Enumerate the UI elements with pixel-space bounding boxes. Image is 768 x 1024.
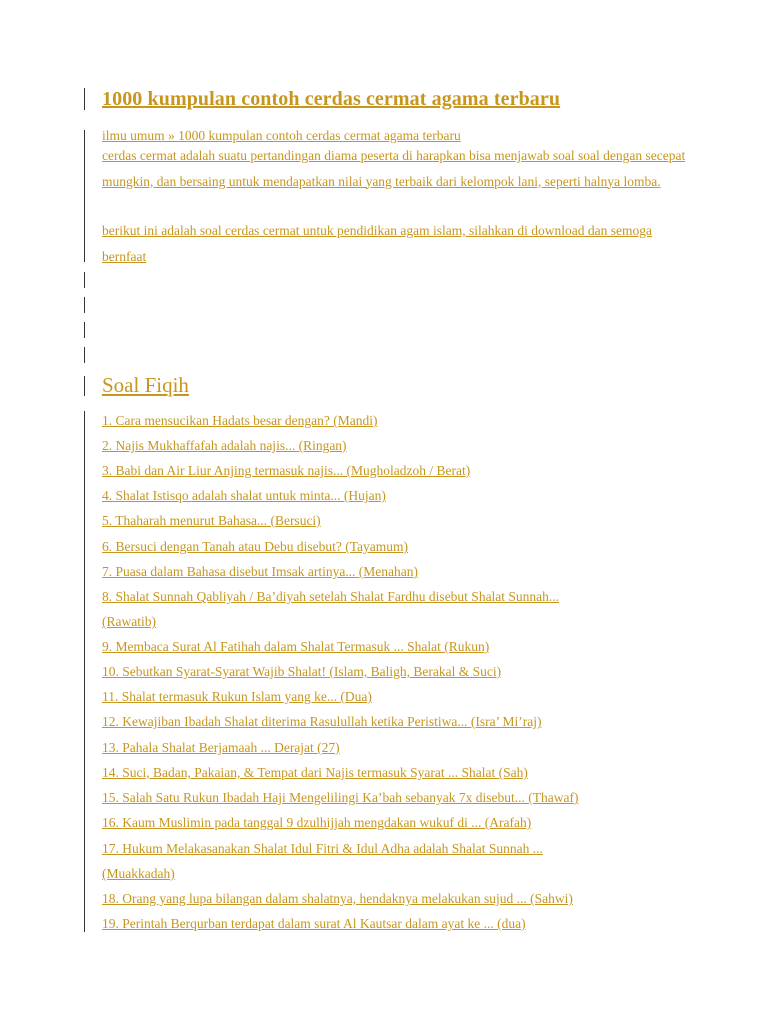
breadcrumb[interactable]: ilmu umum » 1000 kumpulan contoh cerdas cermat agama terbaru — [102, 128, 461, 143]
intro-paragraph-2 — [102, 218, 692, 269]
change-bar — [84, 347, 85, 363]
question-item[interactable]: 16. Kaum Muslimin pada tanggal 9 dzulhijjah mengdakan wukuf di ... (Arafah) — [102, 815, 532, 830]
question-item[interactable]: 8. Shalat Sunnah Qabliyah / Ba’diyah setelah Shalat Fardhu disebut Shalat Sunnah... — [102, 589, 560, 604]
question-item[interactable]: 11. Shalat termasuk Rukun Islam yang ke... (Dua) — [102, 689, 372, 704]
question-item[interactable]: 14. Suci, Badan, Pakaian, & Tempat dari Najis termasuk Syarat ... Shalat (Sah) — [102, 765, 528, 780]
change-bar — [84, 322, 85, 338]
question-item[interactable]: 6. Bersuci dengan Tanah atau Debu disebut? (Tayamum) — [102, 539, 409, 554]
question-item[interactable]: 3. Babi dan Air Liur Anjing termasuk najis... (Mugholadzoh / Berat) — [102, 463, 471, 478]
question-item[interactable]: 7. Puasa dalam Bahasa disebut Imsak artinya... (Menahan) — [102, 564, 419, 579]
question-item[interactable]: 1. Cara mensucikan Hadats besar dengan? (Mandi) — [102, 413, 378, 428]
question-item[interactable]: 2. Najis Mukhaffafah adalah najis... (Ringan) — [102, 438, 347, 453]
change-bar — [84, 272, 85, 288]
change-bar — [84, 297, 85, 313]
question-item-continued[interactable]: (Rawatib) — [102, 614, 156, 629]
question-item[interactable]: 13. Pahala Shalat Berjamaah ... Derajat (27) — [102, 740, 340, 755]
question-item[interactable]: 5. Thaharah menurut Bahasa... (Bersuci) — [102, 513, 321, 528]
question-item[interactable]: 17. Hukum Melakasanakan Shalat Idul Fitri & Idul Adha adalah Shalat Sunnah ... — [102, 841, 543, 856]
section-heading[interactable]: Soal Fiqih — [102, 373, 189, 397]
question-item[interactable]: 18. Orang yang lupa bilangan dalam shalatnya, hendaknya melakukan sujud ... (Sahwi) — [102, 891, 573, 906]
intro-paragraph — [102, 143, 692, 194]
question-item[interactable]: 10. Sebutkan Syarat-Syarat Wajib Shalat! (Islam, Baligh, Berakal & Suci) — [102, 664, 502, 679]
question-item[interactable]: 4. Shalat Istisqo adalah shalat untuk minta... (Hujan) — [102, 488, 386, 503]
question-item[interactable]: 15. Salah Satu Rukun Ibadah Haji Mengelilingi Ka’bah sebanyak 7x disebut... (Thawaf) — [102, 790, 579, 805]
change-bar — [84, 376, 85, 396]
intro-text[interactable]: cerdas cermat adalah suatu pertandingan diama peserta di harapkan bisa menjawab soal soal dengan secepat mungkin, dan bersaing untuk mendapatkan nilai yang terbaik dari kelompok lani, seperti halnya lomba. — [102, 148, 686, 189]
change-bar — [84, 411, 85, 932]
page-title[interactable]: 1000 kumpulan contoh cerdas cermat agama terbaru — [102, 88, 561, 110]
change-bar — [84, 130, 85, 262]
question-item[interactable]: 9. Membaca Surat Al Fatihah dalam Shalat Termasuk ... Shalat (Rukun) — [102, 639, 490, 654]
intro-text-2[interactable]: berikut ini adalah soal cerdas cermat untuk pendidikan agam islam, silahkan di download dan semoga bernfaat — [102, 223, 652, 264]
change-bar — [84, 88, 85, 110]
question-item[interactable]: 12. Kewajiban Ibadah Shalat diterima Rasulullah ketika Peristiwa... (Isra’ Mi’raj) — [102, 714, 542, 729]
question-item[interactable]: 19. Perintah Berqurban terdapat dalam surat Al Kautsar dalam ayat ke ... (dua) — [102, 916, 526, 931]
question-item-continued[interactable]: (Muakkadah) — [102, 866, 175, 881]
